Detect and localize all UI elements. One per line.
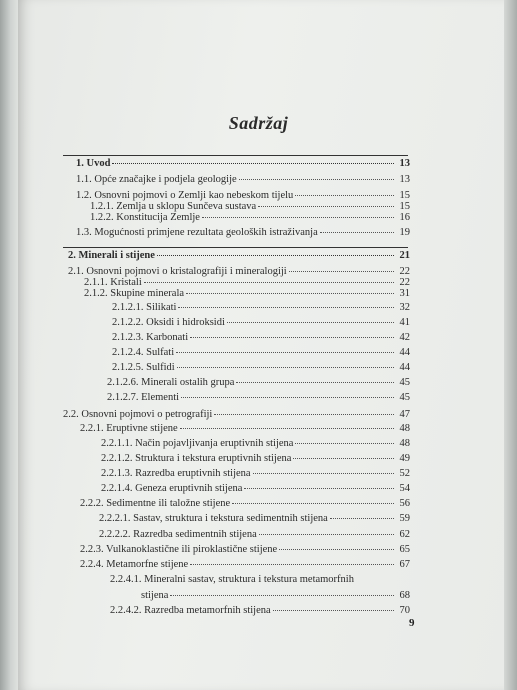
toc-entry xyxy=(99,529,410,541)
toc-entry-title: 2.1.2.2. Oksidi i hidroksidi xyxy=(112,317,225,328)
toc-entry-title: 2.2.2.1. Sastav, struktura i tekstura sedimentnih stijena xyxy=(99,513,328,524)
leader-dots xyxy=(178,307,394,308)
toc-entry xyxy=(101,438,410,450)
toc-entry xyxy=(112,302,410,314)
leader-dots xyxy=(190,564,394,565)
toc-entry xyxy=(110,574,410,586)
toc-entry-page: 52 xyxy=(399,468,410,479)
toc-entry xyxy=(112,362,410,374)
chapter-rule xyxy=(63,247,408,248)
leader-dots xyxy=(289,271,394,272)
toc-entry-page: 16 xyxy=(399,212,410,223)
toc-entry-page: 56 xyxy=(399,498,410,509)
leader-dots xyxy=(236,382,394,383)
leader-dots xyxy=(157,255,394,256)
toc-entry-title: 1.3. Mogućnosti primjene rezultata geoloških istraživanja xyxy=(76,227,318,238)
toc-entry-title: 2.1.1. Kristali xyxy=(84,277,142,288)
toc-entry-page: 67 xyxy=(399,559,410,570)
toc-entry-page: 45 xyxy=(399,377,410,388)
toc-entry-page: 44 xyxy=(399,362,410,373)
leader-dots xyxy=(259,534,394,535)
toc-entry xyxy=(101,468,410,480)
toc-entry xyxy=(76,227,410,239)
toc-entry xyxy=(80,423,410,435)
leader-dots xyxy=(227,322,394,323)
leader-dots xyxy=(239,179,394,180)
leader-dots xyxy=(330,518,394,519)
leader-dots xyxy=(295,443,394,444)
toc-entry-title: 2.2.1.1. Način pojavljivanja eruptivnih stijena xyxy=(101,438,294,449)
leader-dots xyxy=(320,232,394,233)
toc-entry-page: 48 xyxy=(399,438,410,449)
toc-entry-page: 19 xyxy=(399,227,410,238)
leader-dots xyxy=(181,397,394,398)
toc-entry xyxy=(63,409,410,421)
toc-entry-page: 31 xyxy=(399,288,410,299)
toc-entry-title: 2.1.2.3. Karbonati xyxy=(112,332,189,343)
toc-entry xyxy=(99,513,410,525)
leader-dots xyxy=(258,206,394,207)
leader-dots xyxy=(279,549,394,550)
toc-entry-title: 1.1. Opće značajke i podjela geologije xyxy=(76,174,237,185)
toc-entry-title: 2.2.1.4. Geneza eruptivnih stijena xyxy=(101,483,243,494)
toc-entry-page: 54 xyxy=(399,483,410,494)
toc-entry xyxy=(110,605,410,617)
toc-entry xyxy=(112,317,410,329)
toc-entry xyxy=(107,392,410,404)
toc-entry-title: 1.2.1. Zemlja u sklopu Sunčeva sustava xyxy=(90,201,257,212)
toc-entry-title: 2.2.3. Vulkanoklastične ili piroklastične stijene xyxy=(80,544,278,555)
leader-dots xyxy=(232,503,394,504)
toc-entry xyxy=(141,590,410,602)
toc-entry-page: 48 xyxy=(399,423,410,434)
toc-entry-page: 42 xyxy=(399,332,410,343)
toc-entry-page: 62 xyxy=(399,529,410,540)
toc-entry-page: 22 xyxy=(399,266,410,277)
toc-entry xyxy=(112,347,410,359)
toc-entry xyxy=(80,559,410,571)
leader-dots xyxy=(190,337,394,338)
leader-dots xyxy=(170,595,394,596)
toc-entry-page: 13 xyxy=(399,158,410,169)
leader-dots xyxy=(112,163,394,164)
toc-entry-title: 2.2.4.1. Mineralni sastav, struktura i tekstura metamorfnih xyxy=(110,574,354,585)
leader-dots xyxy=(202,217,394,218)
leader-dots xyxy=(177,367,394,368)
toc-entry-title: 2.2. Osnovni pojmovi o petrografiji xyxy=(63,409,213,420)
toc-entry-page: 22 xyxy=(399,277,410,288)
toc-entry-page: 13 xyxy=(399,174,410,185)
leader-dots xyxy=(295,195,394,196)
toc-entry-page: 70 xyxy=(399,605,410,616)
toc-entry xyxy=(101,453,410,465)
toc-entry-page: 44 xyxy=(399,347,410,358)
toc-entry-title: 2.1.2.6. Minerali ostalih grupa xyxy=(107,377,235,388)
toc-entry xyxy=(84,288,410,300)
leader-dots xyxy=(293,458,394,459)
toc-entry-page: 45 xyxy=(399,392,410,403)
toc-entry-title: 1.2.2. Konstitucija Zemlje xyxy=(90,212,200,223)
page-number: 9 xyxy=(409,617,415,629)
leader-dots xyxy=(253,473,394,474)
leader-dots xyxy=(180,428,394,429)
toc-entry-page: 65 xyxy=(399,544,410,555)
toc-entry-page: 21 xyxy=(399,250,410,261)
toc-entry-title: 2.1.2.5. Sulfidi xyxy=(112,362,175,373)
toc-entry-page: 15 xyxy=(399,190,410,201)
toc-entry xyxy=(112,332,410,344)
leader-dots xyxy=(176,352,394,353)
toc-entry-title: 2.2.1.3. Razredba eruptivnih stijena xyxy=(101,468,251,479)
toc-entry-page: 41 xyxy=(399,317,410,328)
toc-entry-title: 1. Uvod xyxy=(76,158,111,169)
toc-entry-page: 15 xyxy=(399,201,410,212)
toc-entry-title: 2. Minerali i stijene xyxy=(68,250,155,261)
toc-entry xyxy=(90,212,410,224)
chapter-rule xyxy=(63,155,408,156)
toc-entry-page: 68 xyxy=(399,590,410,601)
toc-entry-title: 2.2.1. Eruptivne stijene xyxy=(80,423,178,434)
leader-dots xyxy=(186,293,394,294)
toc-entry-title: stijena xyxy=(141,590,169,601)
toc-entry-title: 2.2.4.2. Razredba metamorfnih stijena xyxy=(110,605,271,616)
toc-entry-page: 59 xyxy=(399,513,410,524)
page-title: Sadržaj xyxy=(228,113,289,133)
toc-entry xyxy=(76,158,410,170)
toc-entry xyxy=(101,483,410,495)
toc-entry xyxy=(68,250,410,262)
toc-entry xyxy=(107,377,410,389)
toc-entry-page: 49 xyxy=(399,453,410,464)
toc-entry-title: 2.2.1.2. Struktura i tekstura eruptivnih stijena xyxy=(101,453,292,464)
toc-entry-title: 2.1.2. Skupine minerala xyxy=(84,288,185,299)
toc-entry-title: 2.1. Osnovni pojmovi o kristalografiji i mineralogiji xyxy=(68,266,287,277)
toc-entry xyxy=(76,174,410,186)
toc-entry-title: 2.2.2. Sedimentne ili taložne stijene xyxy=(80,498,231,509)
toc-entry-title: 2.2.4. Metamorfne stijene xyxy=(80,559,189,570)
leader-dots xyxy=(273,610,394,611)
toc-entry-page: 32 xyxy=(399,302,410,313)
toc-entry xyxy=(80,544,410,556)
leader-dots xyxy=(244,488,394,489)
toc-entry-title: 2.2.2.2. Razredba sedimentnih stijena xyxy=(99,529,257,540)
toc-entry-title: 2.1.2.4. Sulfati xyxy=(112,347,175,358)
leader-dots xyxy=(214,414,394,415)
toc-entry xyxy=(80,498,410,510)
toc-entry-title: 1.2. Osnovni pojmovi o Zemlji kao nebeskom tijelu xyxy=(76,190,294,201)
toc-entry-page: 47 xyxy=(399,409,410,420)
toc-entry-title: 2.1.2.1. Silikati xyxy=(112,302,177,313)
leader-dots xyxy=(144,282,394,283)
toc-entry-title: 2.1.2.7. Elementi xyxy=(107,392,180,403)
